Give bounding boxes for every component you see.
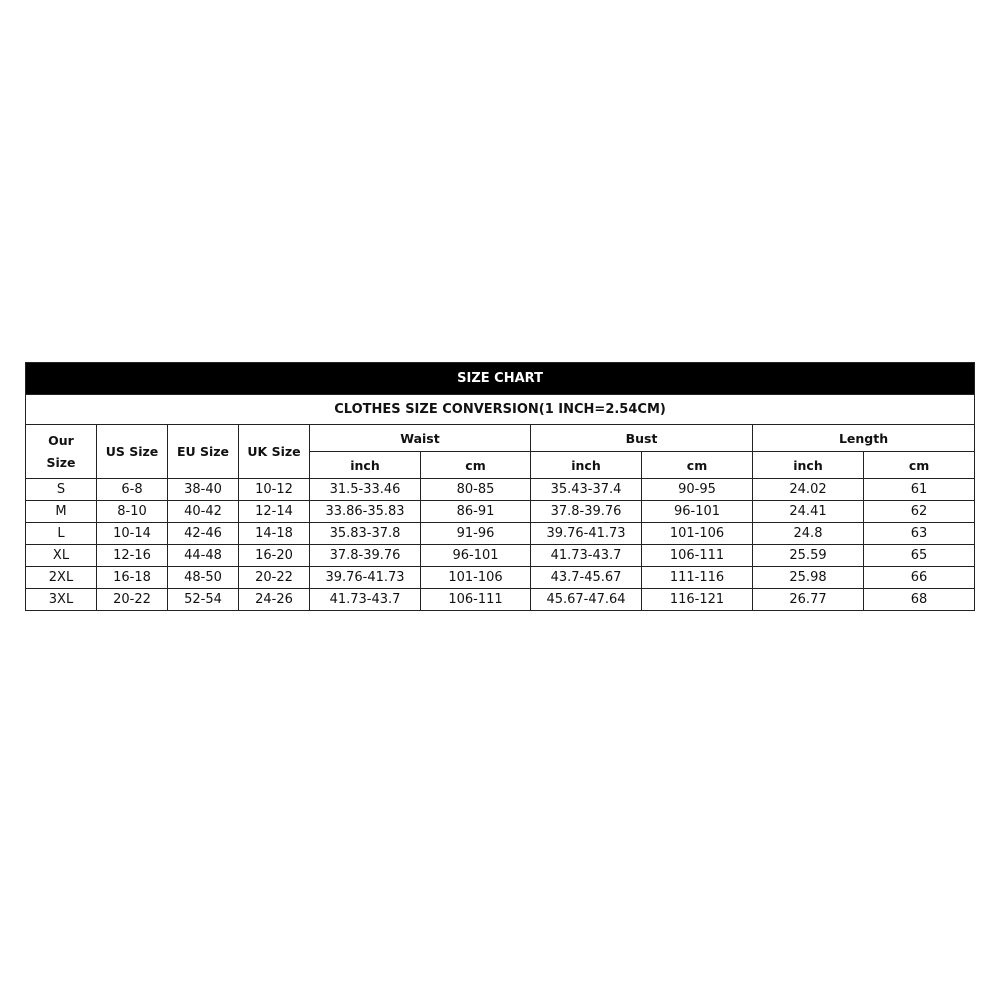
header-length-cm: cm: [864, 452, 975, 479]
cell-uk-size: 10-12: [239, 479, 310, 501]
cell-waist-inch: 41.73-43.7: [310, 589, 421, 611]
cell-waist-cm: 101-106: [421, 567, 531, 589]
cell-length-inch: 24.41: [753, 501, 864, 523]
cell-us-size: 20-22: [97, 589, 168, 611]
cell-bust-cm: 90-95: [642, 479, 753, 501]
cell-our-size: L: [26, 523, 97, 545]
cell-waist-inch: 33.86-35.83: [310, 501, 421, 523]
header-bust: Bust: [531, 425, 753, 452]
cell-waist-cm: 96-101: [421, 545, 531, 567]
cell-uk-size: 20-22: [239, 567, 310, 589]
cell-length-cm: 68: [864, 589, 975, 611]
cell-length-cm: 61: [864, 479, 975, 501]
size-chart-table: [25, 362, 975, 611]
header-bust-cm: cm: [642, 452, 753, 479]
cell-waist-cm: 86-91: [421, 501, 531, 523]
cell-our-size: 2XL: [26, 567, 97, 589]
cell-waist-cm: 106-111: [421, 589, 531, 611]
cell-length-cm: 63: [864, 523, 975, 545]
cell-uk-size: 14-18: [239, 523, 310, 545]
cell-waist-inch: 39.76-41.73: [310, 567, 421, 589]
cell-eu-size: 52-54: [168, 589, 239, 611]
header-our-size: Our Size: [26, 425, 97, 479]
cell-bust-cm: 96-101: [642, 501, 753, 523]
table-row: [26, 589, 975, 611]
header-bust-inch: inch: [531, 452, 642, 479]
header-length: Length: [753, 425, 975, 452]
table-row: [26, 501, 975, 523]
header-us-size: US Size: [97, 425, 168, 479]
chart-subtitle: CLOTHES SIZE CONVERSION(1 INCH=2.54CM): [26, 395, 975, 425]
cell-length-inch: 24.02: [753, 479, 864, 501]
cell-eu-size: 42-46: [168, 523, 239, 545]
cell-us-size: 16-18: [97, 567, 168, 589]
cell-our-size: XL: [26, 545, 97, 567]
cell-our-size: M: [26, 501, 97, 523]
cell-bust-inch: 41.73-43.7: [531, 545, 642, 567]
cell-our-size: 3XL: [26, 589, 97, 611]
cell-eu-size: 44-48: [168, 545, 239, 567]
cell-bust-cm: 106-111: [642, 545, 753, 567]
cell-bust-cm: 116-121: [642, 589, 753, 611]
cell-length-inch: 25.98: [753, 567, 864, 589]
header-eu-size: EU Size: [168, 425, 239, 479]
cell-bust-inch: 43.7-45.67: [531, 567, 642, 589]
header-uk-size: UK Size: [239, 425, 310, 479]
cell-us-size: 8-10: [97, 501, 168, 523]
cell-our-size: S: [26, 479, 97, 501]
cell-waist-inch: 31.5-33.46: [310, 479, 421, 501]
cell-waist-inch: 35.83-37.8: [310, 523, 421, 545]
cell-bust-cm: 111-116: [642, 567, 753, 589]
cell-eu-size: 38-40: [168, 479, 239, 501]
cell-us-size: 10-14: [97, 523, 168, 545]
cell-bust-inch: 37.8-39.76: [531, 501, 642, 523]
chart-title: SIZE CHART: [26, 363, 975, 395]
cell-us-size: 6-8: [97, 479, 168, 501]
header-waist: Waist: [310, 425, 531, 452]
cell-waist-inch: 37.8-39.76: [310, 545, 421, 567]
cell-length-inch: 26.77: [753, 589, 864, 611]
cell-length-inch: 25.59: [753, 545, 864, 567]
cell-length-inch: 24.8: [753, 523, 864, 545]
cell-bust-inch: 35.43-37.4: [531, 479, 642, 501]
cell-waist-cm: 91-96: [421, 523, 531, 545]
cell-uk-size: 16-20: [239, 545, 310, 567]
header-length-inch: inch: [753, 452, 864, 479]
header-waist-inch: inch: [310, 452, 421, 479]
cell-eu-size: 48-50: [168, 567, 239, 589]
cell-bust-inch: 39.76-41.73: [531, 523, 642, 545]
cell-waist-cm: 80-85: [421, 479, 531, 501]
cell-length-cm: 66: [864, 567, 975, 589]
cell-bust-cm: 101-106: [642, 523, 753, 545]
cell-bust-inch: 45.67-47.64: [531, 589, 642, 611]
cell-length-cm: 62: [864, 501, 975, 523]
cell-eu-size: 40-42: [168, 501, 239, 523]
cell-us-size: 12-16: [97, 545, 168, 567]
table-row: [26, 479, 975, 501]
header-waist-cm: cm: [421, 452, 531, 479]
table-row: [26, 523, 975, 545]
table-row: [26, 545, 975, 567]
cell-uk-size: 12-14: [239, 501, 310, 523]
cell-uk-size: 24-26: [239, 589, 310, 611]
cell-length-cm: 65: [864, 545, 975, 567]
table-row: [26, 567, 975, 589]
